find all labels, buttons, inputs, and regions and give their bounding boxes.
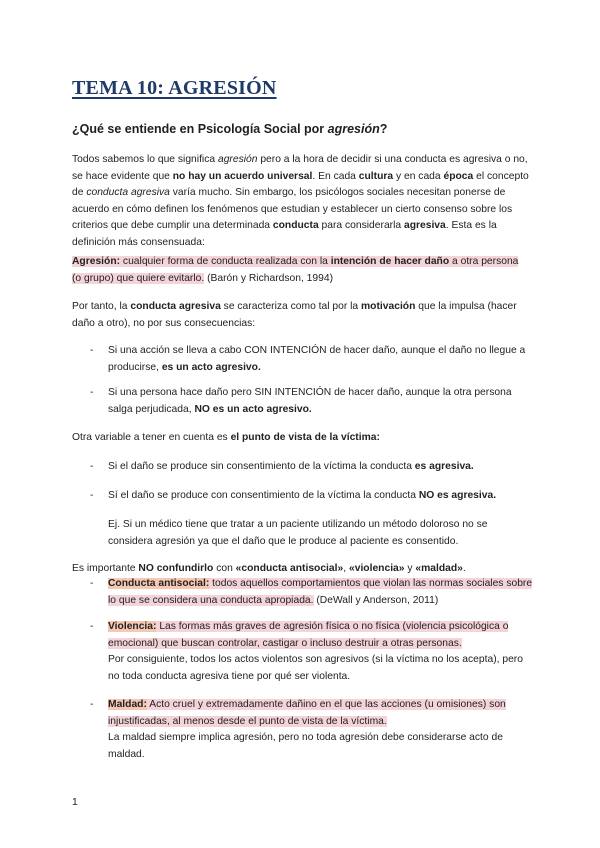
example-paragraph: Ej. Si un médico tiene que tratar a un paciente utilizando un método doloroso no se considera agresión ya que el daño que le produce al paciente es consentido.	[108, 519, 488, 547]
definition-highlight: Acto cruel y extremadamente dañino en el que las acciones (u omisiones) son injustificadas, al menos desde el punto de vista de la víctima.	[108, 699, 506, 727]
list-bullet: -	[90, 621, 94, 632]
page-title: TEMA 10: AGRESIÓN	[72, 77, 277, 99]
list-bullet: -	[90, 345, 94, 356]
important-paragraph: Es importante NO confundirlo con «conducta antisocial», «violencia» y «maldad».	[72, 563, 466, 574]
list-bullet: -	[90, 461, 94, 472]
intro-paragraph: Todos sabemos lo que significa agresión pero a la hora de decidir si una conducta es agresiva o no, se hace evidente que no hay un acuerdo universal. En cada cultura y en cada época el concepto de conducta agresiva varía mucho. Sin embargo, los psicólogos sociales necesitan ponerse de acuerdo en cómo definen los fenómenos que estudian y establecer un cierto consenso sobre los criterios que debe cumplir una determinada conducta para considerarla agresiva. Esta es la definición más consensuada:	[72, 154, 529, 248]
term-highlight: Violencia:	[108, 621, 157, 632]
motivation-paragraph: Por tanto, la conducta agresiva se caracteriza como tal por la motivación que la impulsa (hacer daño a otro), no por sus consecuencias:	[72, 301, 517, 329]
heading-italic: agresión	[327, 122, 380, 136]
section-heading	[72, 122, 387, 136]
heading-text: ¿Qué se entiende en Psicología Social por	[72, 122, 328, 136]
definition-highlight: Las formas más graves de agresión física o no física (violencia psicológica o emocional) que buscan controlar, castigar o incluso destruir a otras personas.	[108, 621, 509, 649]
list-bullet: -	[90, 387, 94, 398]
list-item-antisocial: Conducta antisocial: todos aquellos comportamientos que violan las normas sociales sobre lo que se considera una conducta apropiada. (DeWall y Anderson, 2011)	[108, 578, 533, 606]
list-item: Si una persona hace daño pero SIN INTENCIÓN de hacer daño, aunque la otra persona salga perjudicada, NO es un acto agresivo.	[108, 387, 512, 415]
list-item-violencia: Violencia: Las formas más graves de agresión física o no física (violencia psicológica o emocional) que buscan controlar, castigar o incluso destruir a otras personas. Por consiguiente, todos los actos violentos son agresivos (si la víctima no los acepta), pero no toda conducta agresiva tiene por qué ser violenta.	[108, 621, 523, 682]
heading-end: ?	[379, 122, 388, 136]
term-highlight: Maldad:	[108, 699, 147, 710]
term-highlight: Conducta antisocial:	[108, 578, 210, 589]
list-bullet: -	[90, 699, 94, 710]
definition-highlight: todos aquellos comportamientos que violan las normas sociales sobre lo que se considera una conducta apropiada.	[108, 578, 533, 606]
page-number: 1	[72, 797, 78, 808]
list-item: Sí el daño se produce con consentimiento de la víctima la conducta NO es agresiva.	[108, 490, 497, 501]
definition-highlight: Agresión: cualquier forma de conducta realizada con la intención de hacer daño a otra persona (o grupo) que quiere evitarlo.	[72, 256, 519, 284]
list-bullet: -	[90, 490, 94, 501]
list-item: Si el daño se produce sin consentimiento de la víctima la conducta es agresiva.	[108, 461, 474, 472]
list-item-maldad: Maldad: Acto cruel y extremadamente dañino en el que las acciones (u omisiones) son injustificadas, al menos desde el punto de vista de la víctima. La maldad siempre implica agresión, pero no toda agresión debe considerarse acto de maldad.	[108, 699, 506, 760]
list-item: Si una acción se lleva a cabo CON INTENCIÓN de hacer daño, aunque el daño no llegue a producirse, es un acto agresivo.	[108, 345, 526, 373]
victim-paragraph: Otra variable a tener en cuenta es el punto de vista de la víctima:	[72, 432, 380, 443]
definition-paragraph: Agresión: cualquier forma de conducta realizada con la intención de hacer daño a otra persona (o grupo) que quiere evitarlo. (Barón y Richardson, 1994)	[72, 256, 519, 284]
list-bullet: -	[90, 578, 94, 589]
